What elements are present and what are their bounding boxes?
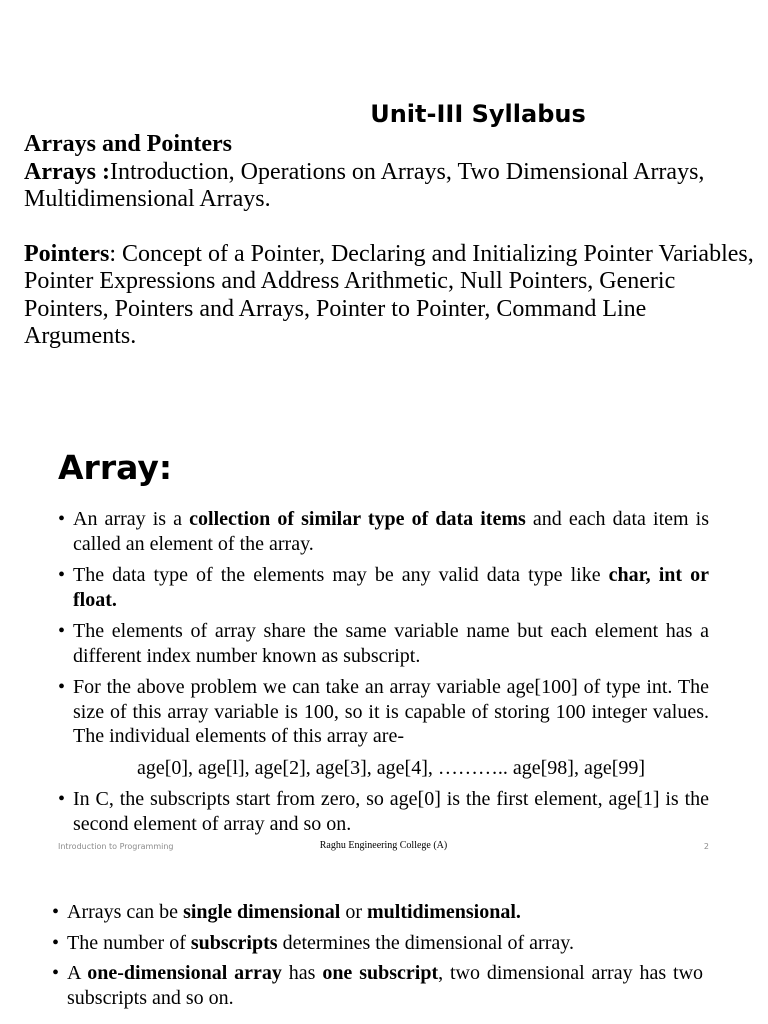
list-item	[52, 931, 703, 956]
bullet-bold: one subscript	[322, 962, 439, 984]
footer-course: Introduction to Programming	[58, 842, 174, 851]
syllabus-body	[24, 131, 754, 351]
bullet-text: or	[340, 901, 367, 923]
bullet-text: , two dimensional array has two subscripts and so on.	[67, 962, 704, 1009]
list-item	[58, 675, 709, 749]
bullet-text: For the above problem we can take an array variable age[100] of type int. The size of this array variable is 100, so it is capable of storing 100 integer values. The individual elements of this array are-	[73, 676, 709, 747]
bullet-text: Arrays can be	[67, 901, 184, 923]
footer-college: Raghu Engineering College (A)	[319, 840, 448, 851]
list-item	[58, 787, 709, 836]
pointers-paragraph	[24, 241, 754, 351]
list-item	[58, 619, 709, 668]
pointers-text: : Concept of a Pointer, Declaring and Initializing Pointer Variables, Pointer Expressions and Address Arithmetic, Null Pointers, Generic Pointers, Pointers and Arrays, Pointer to Pointer, Command Line Arguments.	[24, 240, 754, 349]
bullet-text: The data type of the elements may be any valid data type like	[73, 564, 609, 586]
list-item	[58, 507, 709, 556]
bullet-text: and each data item is called an element of the array.	[73, 508, 710, 555]
bullet-text: An array is a	[73, 508, 190, 530]
bullet-bold: subscripts	[190, 931, 278, 954]
pointers-label: Pointers	[24, 240, 110, 267]
heading-text: Arrays and Pointers	[24, 131, 232, 157]
bullet-bold: collection of similar type of data items	[189, 508, 526, 530]
bullet-bold: multidimensional.	[367, 901, 521, 923]
bullet-bold: one-dimensional array	[87, 962, 282, 984]
syllabus-heading	[24, 131, 754, 159]
bullet-text: determines the dimensional of array.	[277, 931, 574, 954]
bullet-text: In C, the subscripts start from zero, so age[0] is the first element, age[1] is the second element of array and so on.	[73, 788, 709, 835]
bullet-text: The elements of array share the same variable name but each element has a different index number known as subscript.	[73, 620, 709, 667]
array-title: Array:	[58, 448, 173, 487]
page-number: 2	[703, 842, 709, 851]
bullet-text: The number of	[67, 931, 191, 954]
page-title: Unit-III Syllabus	[370, 100, 586, 128]
dimension-bullet-list	[52, 900, 703, 1016]
slide-footer	[58, 840, 709, 852]
arrays-label: Arrays :	[24, 158, 110, 185]
list-item	[52, 900, 703, 925]
arrays-text: Introduction, Operations on Arrays, Two Dimensional Arrays, Multidimensional Arrays.	[24, 158, 705, 212]
list-item	[58, 563, 709, 612]
bullet-text: has	[281, 962, 323, 984]
list-item	[52, 961, 703, 1010]
bullet-bold: single dimensional	[183, 901, 341, 923]
age-elements-line: age[0], age[l], age[2], age[3], age[4], ……….. age[98], age[99]	[136, 756, 646, 779]
arrays-paragraph	[24, 159, 754, 214]
bullet-text: A	[67, 962, 88, 984]
bullet-bold: char, int or float.	[73, 564, 709, 611]
array-bullet-list	[58, 507, 709, 843]
